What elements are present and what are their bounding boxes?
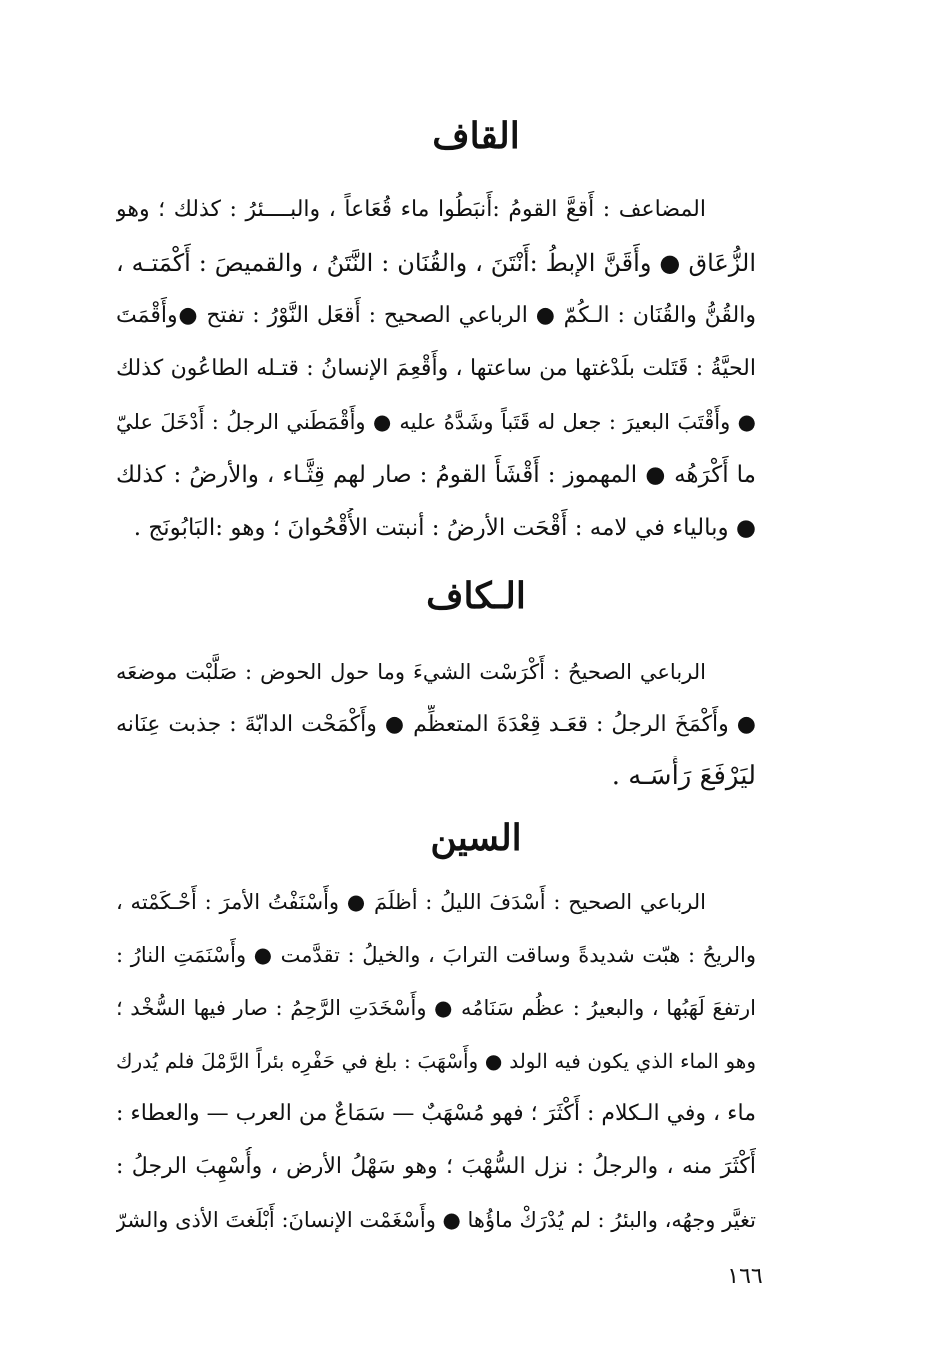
text-line: المضاعف : أَقعَّ القومُ :أَنبَطُوا ماء قُعَاعاً ، والبــــئرُ : كذلك ؛ وهو <box>116 197 706 222</box>
text-line: الزُّعَاق ● وأَقَنَّ الإبطُ :أَنْتَنَ ، والقُنَان : النَّتَنُ ، والقميصَ : أَكْمَتـه ، <box>116 249 756 277</box>
text-line: ماء ، وفي الـكلام : أَكْثَرَ ؛ فهو مُسْهَبٌ — سَمَاعٌ من العرب — والعطاء : <box>116 1101 756 1126</box>
text-line: ما أَكْرَهُه ● المهموز : أَقْشَأَ القومُ : صار لهم قِثَّـاء ، والأرضُ : كذلك <box>116 462 756 488</box>
text-line: ● وبالياء في لامه : أَقْحَت الأرضُ : أنبتت الأُقْحُوانَ ؛ وهو :البَابُونَج . <box>133 515 756 541</box>
page-number: ١٦٦ <box>727 1264 763 1289</box>
text-line: ارتفعَ لَهَبُها ، والبعيرُ : عظُم سَنَامُه ● وأَسْخَدَتِ الرَّحِمُ : صار فيها السُّخْد ؛ <box>116 996 756 1020</box>
text-line: أَكْثَرَ منه ، والرجلُ : نزل السُّهْبَ ؛ وهو سَهْلُ الأرض ، وأُسْهِبَ الرجلُ : <box>116 1154 756 1179</box>
text-line: ● وأَقْتَبَ البعيرَ : جعل له قَتَباً وشَدَّهُ عليه ● وأَقْمَطَني الرجلُ : أَدْخَلَ عليّ <box>116 410 756 434</box>
section-title-qaf: القاف <box>432 115 520 157</box>
text-line: الرباعي الصحيحُ : أَكْرَسْت الشيءَ وما حول الحوض : صَلَّبْت موضعَه <box>116 660 706 684</box>
text-line: والقُنُّ والقُنَان : الـكُمّ ● الرباعي الصحيح : أَقعَل النَّوْرُ : تفتح ●وأَقْمَتَ <box>116 303 756 328</box>
text-line: وهو الماء الذي يكون فيه الولد ● وأَسْهَبَ : بلغ في حَفْرِه بئراً الرَّمْلَ فلم يُدرك <box>116 1049 756 1073</box>
section-title-sin: السين <box>430 817 522 859</box>
text-line: الرباعي الصحيح : أَسْدَفَ الليلُ : أظلَمَ ● وأَسْنَفْتُ الأمرَ : أَحْـكَمْته ، <box>116 890 706 914</box>
text-line: ليَرْفَعَ رَأْسَـه . <box>611 761 756 791</box>
text-line: الحيَّةُ : قَتَلت بلَدْغتها من ساعتها ، وأَقْعِمَ الإنسانُ : قتـله الطاعُون كذلك <box>116 356 756 381</box>
text-line: تغيَّر وجهُه، والبئرُ : لم يُدْرَكْ ماؤُها ● وأَسْغَمْت الإنسانَ: أَبْلَغتَ الأذى والشرّ <box>116 1208 756 1232</box>
section-title-kaf: الـكاف <box>426 575 526 617</box>
text-line: ● وأَكْمَخَ الرجلُ : قعَـد قِعْدَةَ المتعظِّم ● وأَكْمَحْت الدابّةَ : جذبت عِنَانه <box>116 712 756 737</box>
text-line: والريحُ : هبّت شديدةً وساقت الترابَ ، والخيلُ : تقدَّمت ● وأَسْنَمَتِ النارُ : <box>116 943 756 967</box>
